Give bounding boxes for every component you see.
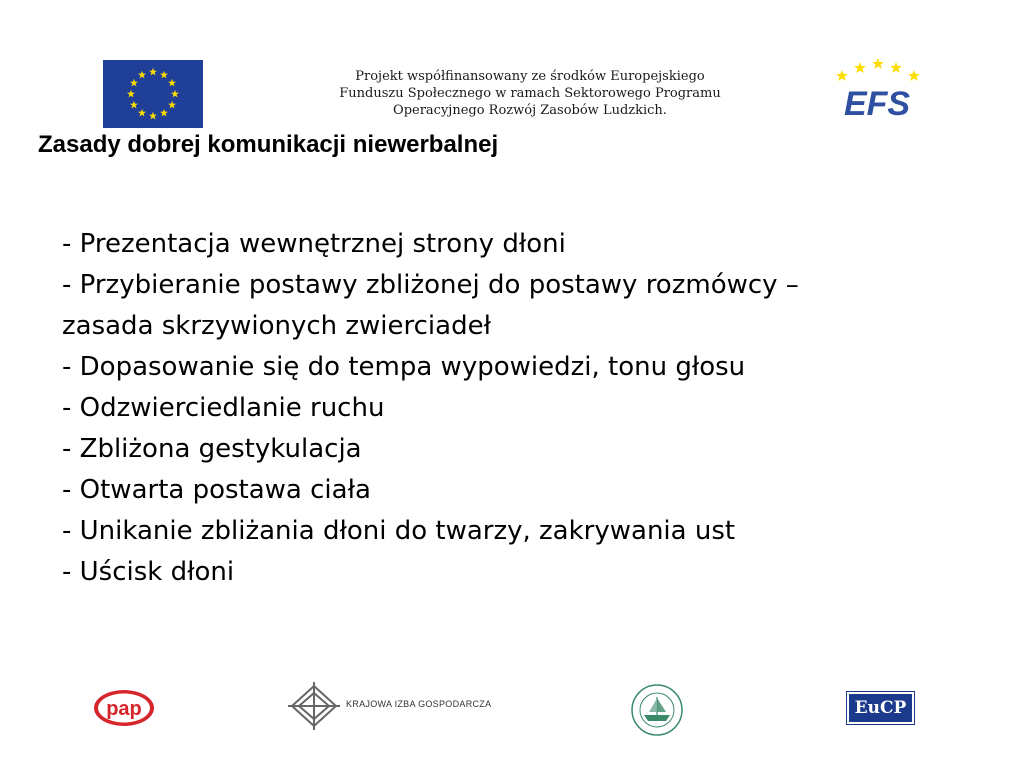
eucp-logo (846, 691, 915, 725)
list-item: - Przybieranie postawy zbliżonej do postawy rozmówcy – (62, 270, 799, 300)
list-item: - Unikanie zbliżania dłoni do twarzy, zakrywania ust (62, 516, 736, 546)
eu-star-icon (171, 90, 179, 98)
kig-logo (288, 682, 508, 730)
eu-stars (103, 60, 203, 128)
eucp-logo-text: EuCP (849, 694, 912, 722)
project-cofinancing-note (300, 68, 760, 119)
kig-logo-text: KRAJOWA IZBA GOSPODARCZA (346, 699, 492, 709)
eu-star-icon (127, 90, 135, 98)
efs-stars-icon (836, 58, 920, 81)
pap-logo (92, 688, 156, 728)
eu-star-icon (160, 71, 168, 79)
list-item: zasada skrzywionych zwierciadeł (62, 311, 491, 341)
bullet-list (62, 224, 962, 593)
eu-star-icon (149, 112, 157, 120)
project-line-1: Projekt współfinansowany ze środków Europejskiego (355, 69, 705, 84)
sgh-seal-icon (630, 683, 684, 737)
eu-flag-icon (103, 60, 203, 128)
list-item: - Zbliżona gestykulacja (62, 434, 362, 464)
eu-star-icon (168, 101, 176, 109)
slide-title: Zasady dobrej komunikacji niewerbalnej (38, 131, 499, 158)
eu-star-icon (138, 109, 146, 117)
list-item: - Odzwierciedlanie ruchu (62, 393, 385, 423)
eu-star-icon (160, 109, 168, 117)
list-item: - Otwarta postawa ciała (62, 475, 371, 505)
eu-star-icon (138, 71, 146, 79)
efs-logo (830, 58, 924, 120)
eu-star-icon (149, 68, 157, 76)
project-line-3: Operacyjnego Rozwój Zasobów Ludzkich. (393, 103, 667, 118)
eu-star-icon (130, 79, 138, 87)
list-item: - Dopasowanie się do tempa wypowiedzi, tonu głosu (62, 352, 746, 382)
project-line-2: Funduszu Społecznego w ramach Sektorowego Programu (339, 86, 721, 101)
list-item: - Prezentacja wewnętrznej strony dłoni (62, 229, 566, 259)
kig-emblem-icon (288, 682, 340, 730)
efs-logo-text: EFS (843, 85, 911, 120)
eu-star-icon (168, 79, 176, 87)
list-item: - Uścisk dłoni (62, 557, 235, 587)
eu-star-icon (130, 101, 138, 109)
pap-logo-text: pap (106, 698, 142, 720)
